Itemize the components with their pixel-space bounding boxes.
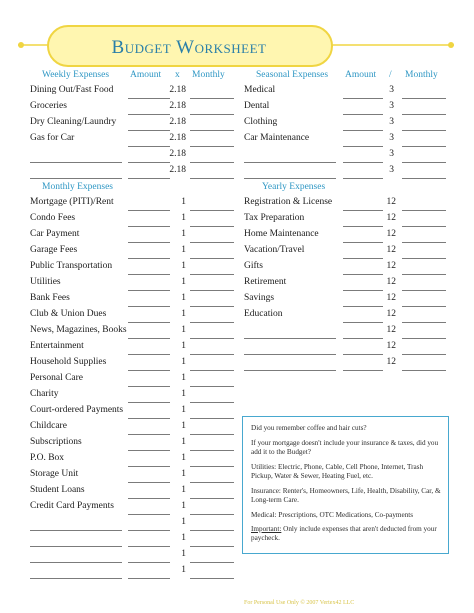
seasonal-row bbox=[244, 101, 448, 117]
monthly-row bbox=[30, 437, 240, 453]
monthly-label: Storage Unit bbox=[30, 469, 79, 479]
monthly-monthly-field[interactable] bbox=[190, 197, 234, 211]
yearly-label: Gifts bbox=[244, 261, 263, 271]
monthly-monthly-field[interactable] bbox=[190, 437, 234, 451]
weekly-name-field[interactable] bbox=[30, 149, 122, 163]
seasonal-op-header: / bbox=[389, 70, 392, 80]
weekly-name-field[interactable] bbox=[30, 165, 122, 179]
weekly-monthly-field[interactable] bbox=[190, 133, 234, 147]
seasonal-monthly-field[interactable] bbox=[402, 133, 446, 147]
monthly-row bbox=[30, 469, 240, 485]
monthly-monthly-field[interactable] bbox=[190, 245, 234, 259]
yearly-monthly-field[interactable] bbox=[402, 325, 446, 339]
monthly-label: Bank Fees bbox=[30, 293, 70, 303]
monthly-row bbox=[30, 517, 240, 533]
weekly-row bbox=[30, 117, 230, 133]
yearly-multiplier: 12 bbox=[386, 293, 396, 303]
yearly-multiplier: 12 bbox=[386, 277, 396, 287]
monthly-multiplier: 1 bbox=[181, 277, 186, 287]
seasonal-row bbox=[244, 165, 448, 181]
yearly-row bbox=[244, 309, 448, 325]
monthly-label: Childcare bbox=[30, 421, 67, 431]
yearly-row bbox=[244, 357, 448, 373]
monthly-monthly-field[interactable] bbox=[190, 485, 234, 499]
weekly-monthly-field[interactable] bbox=[190, 149, 234, 163]
monthly-row bbox=[30, 549, 240, 565]
monthly-monthly-field[interactable] bbox=[190, 357, 234, 371]
monthly-label: Charity bbox=[30, 389, 59, 399]
yearly-monthly-field[interactable] bbox=[402, 229, 446, 243]
monthly-row bbox=[30, 245, 240, 261]
monthly-monthly-field[interactable] bbox=[190, 325, 234, 339]
monthly-label: Car Payment bbox=[30, 229, 80, 239]
seasonal-row bbox=[244, 117, 448, 133]
monthly-row bbox=[30, 261, 240, 277]
seasonal-monthly-field[interactable] bbox=[402, 149, 446, 163]
yearly-multiplier: 12 bbox=[386, 245, 396, 255]
monthly-header: Monthly Expenses bbox=[42, 182, 113, 192]
monthly-monthly-field[interactable] bbox=[190, 229, 234, 243]
monthly-monthly-field[interactable] bbox=[190, 517, 234, 531]
seasonal-multiplier: 3 bbox=[389, 117, 394, 127]
yearly-label: Tax Preparation bbox=[244, 213, 305, 223]
seasonal-header: Seasonal Expenses bbox=[256, 70, 329, 80]
monthly-label: Personal Care bbox=[30, 373, 84, 383]
weekly-amount-header: Amount bbox=[130, 70, 162, 80]
yearly-label: Registration & License bbox=[244, 197, 333, 207]
weekly-monthly-field[interactable] bbox=[190, 85, 234, 99]
yearly-monthly-field[interactable] bbox=[402, 277, 446, 291]
monthly-multiplier: 1 bbox=[181, 565, 186, 575]
seasonal-monthly-field[interactable] bbox=[402, 165, 446, 179]
weekly-monthly-field[interactable] bbox=[190, 165, 234, 179]
important-text: Only include expenses that aren't deducted from your paycheck. bbox=[251, 525, 437, 542]
tip-mortgage: If your mortgage doesn't include your insurance & taxes, did you add it to the Budget? bbox=[251, 439, 439, 456]
monthly-multiplier: 1 bbox=[181, 421, 186, 431]
monthly-multiplier: 1 bbox=[181, 437, 186, 447]
monthly-multiplier: 1 bbox=[181, 501, 186, 511]
monthly-multiplier: 1 bbox=[181, 453, 186, 463]
monthly-row bbox=[30, 309, 240, 325]
weekly-label: Gas for Car bbox=[30, 133, 75, 143]
monthly-multiplier: 1 bbox=[181, 261, 186, 271]
monthly-row bbox=[30, 501, 240, 517]
seasonal-multiplier: 3 bbox=[389, 133, 394, 143]
monthly-multiplier: 1 bbox=[181, 229, 186, 239]
weekly-multiplier: 2.18 bbox=[169, 165, 186, 175]
yearly-row bbox=[244, 341, 448, 357]
monthly-multiplier: 1 bbox=[181, 469, 186, 479]
yearly-name-field[interactable] bbox=[244, 357, 336, 371]
tips-box bbox=[242, 416, 449, 554]
monthly-monthly-field[interactable] bbox=[190, 293, 234, 307]
monthly-monthly-field[interactable] bbox=[190, 277, 234, 291]
seasonal-label: Clothing bbox=[244, 117, 278, 127]
monthly-row bbox=[30, 229, 240, 245]
seasonal-row bbox=[244, 133, 448, 149]
monthly-label: Court-ordered Payments bbox=[30, 405, 124, 415]
weekly-monthly-field[interactable] bbox=[190, 101, 234, 115]
monthly-monthly-field[interactable] bbox=[190, 453, 234, 467]
tip-utilities: Utilities: Electric, Phone, Cable, Cell Phone, Internet, Trash Pickup, Water & Sewer, Heating Fuel, etc. bbox=[251, 463, 424, 480]
monthly-monthly-field[interactable] bbox=[190, 309, 234, 323]
yearly-row bbox=[244, 229, 448, 245]
yearly-monthly-field[interactable] bbox=[402, 213, 446, 227]
monthly-monthly-field[interactable] bbox=[190, 389, 234, 403]
weekly-label: Groceries bbox=[30, 101, 67, 111]
monthly-row bbox=[30, 565, 240, 581]
monthly-label: Utilities bbox=[30, 277, 61, 287]
monthly-multiplier: 1 bbox=[181, 389, 186, 399]
monthly-monthly-field[interactable] bbox=[190, 373, 234, 387]
yearly-multiplier: 12 bbox=[386, 261, 396, 271]
seasonal-monthly-field[interactable] bbox=[402, 85, 446, 99]
seasonal-multiplier: 3 bbox=[389, 101, 394, 111]
monthly-multiplier: 1 bbox=[181, 213, 186, 223]
yearly-multiplier: 12 bbox=[386, 213, 396, 223]
monthly-multiplier: 1 bbox=[181, 357, 186, 367]
monthly-row bbox=[30, 357, 240, 373]
yearly-monthly-field[interactable] bbox=[402, 245, 446, 259]
seasonal-name-field[interactable] bbox=[244, 149, 336, 163]
monthly-row bbox=[30, 389, 240, 405]
monthly-row bbox=[30, 485, 240, 501]
yearly-row bbox=[244, 277, 448, 293]
monthly-label: Mortgage (PITI)/Rent bbox=[30, 197, 114, 207]
tip-important bbox=[251, 525, 445, 542]
monthly-label: Household Supplies bbox=[30, 357, 107, 367]
seasonal-multiplier: 3 bbox=[389, 165, 394, 175]
weekly-label: Dry Cleaning/Laundry bbox=[30, 117, 117, 127]
weekly-row bbox=[30, 85, 230, 101]
yearly-monthly-field[interactable] bbox=[402, 261, 446, 275]
monthly-row bbox=[30, 277, 240, 293]
weekly-row bbox=[30, 101, 230, 117]
monthly-label: Entertainment bbox=[30, 341, 84, 351]
yearly-multiplier: 12 bbox=[386, 197, 396, 207]
yearly-monthly-field[interactable] bbox=[402, 293, 446, 307]
seasonal-multiplier: 3 bbox=[389, 149, 394, 159]
monthly-monthly-field[interactable] bbox=[190, 469, 234, 483]
seasonal-monthly-header: Monthly bbox=[405, 70, 438, 80]
footer-copyright: For Personal Use Only © 2007 Vertex42 LLC bbox=[244, 600, 355, 606]
monthly-multiplier: 1 bbox=[181, 245, 186, 255]
monthly-multiplier: 1 bbox=[181, 405, 186, 415]
seasonal-amount-header: Amount bbox=[345, 70, 377, 80]
weekly-multiplier: 2.18 bbox=[169, 85, 186, 95]
seasonal-monthly-field[interactable] bbox=[402, 101, 446, 115]
seasonal-label: Medical bbox=[244, 85, 276, 95]
seasonal-label: Car Maintenance bbox=[244, 133, 310, 143]
yearly-monthly-field[interactable] bbox=[402, 341, 446, 355]
seasonal-row bbox=[244, 149, 448, 165]
yearly-label: Home Maintenance bbox=[244, 229, 319, 239]
yearly-label: Education bbox=[244, 309, 283, 319]
monthly-name-field[interactable] bbox=[30, 517, 122, 531]
monthly-multiplier: 1 bbox=[181, 485, 186, 495]
monthly-label: Club & Union Dues bbox=[30, 309, 107, 319]
monthly-monthly-field[interactable] bbox=[190, 533, 234, 547]
yearly-multiplier: 12 bbox=[386, 341, 396, 351]
seasonal-label: Dental bbox=[244, 101, 270, 111]
monthly-monthly-field[interactable] bbox=[190, 213, 234, 227]
yearly-name-field[interactable] bbox=[244, 341, 336, 355]
yearly-multiplier: 12 bbox=[386, 325, 396, 335]
weekly-row bbox=[30, 165, 230, 181]
monthly-row bbox=[30, 373, 240, 389]
weekly-multiplier: 2.18 bbox=[169, 117, 186, 127]
monthly-multiplier: 1 bbox=[181, 517, 186, 527]
monthly-multiplier: 1 bbox=[181, 341, 186, 351]
yearly-row bbox=[244, 293, 448, 309]
monthly-multiplier: 1 bbox=[181, 325, 186, 335]
tip-coffee: Did you remember coffee and hair cuts? bbox=[251, 424, 367, 432]
seasonal-row bbox=[244, 85, 448, 101]
monthly-monthly-field[interactable] bbox=[190, 421, 234, 435]
monthly-monthly-field[interactable] bbox=[190, 405, 234, 419]
monthly-multiplier: 1 bbox=[181, 309, 186, 319]
monthly-multiplier: 1 bbox=[181, 533, 186, 543]
monthly-row bbox=[30, 341, 240, 357]
monthly-row bbox=[30, 453, 240, 469]
monthly-multiplier: 1 bbox=[181, 549, 186, 559]
monthly-row bbox=[30, 197, 240, 213]
monthly-row bbox=[30, 293, 240, 309]
yearly-monthly-field[interactable] bbox=[402, 309, 446, 323]
weekly-op-header: x bbox=[175, 70, 180, 80]
monthly-label: Public Transportation bbox=[30, 261, 113, 271]
weekly-label: Dining Out/Fast Food bbox=[30, 85, 114, 95]
monthly-monthly-field[interactable] bbox=[190, 341, 234, 355]
monthly-row bbox=[30, 325, 240, 341]
monthly-monthly-field[interactable] bbox=[190, 501, 234, 515]
monthly-row bbox=[30, 421, 240, 437]
weekly-multiplier: 2.18 bbox=[169, 101, 186, 111]
yearly-row bbox=[244, 245, 448, 261]
yearly-monthly-field[interactable] bbox=[402, 197, 446, 211]
weekly-multiplier: 2.18 bbox=[169, 133, 186, 143]
yearly-label: Retirement bbox=[244, 277, 287, 287]
monthly-row bbox=[30, 533, 240, 549]
monthly-name-field[interactable] bbox=[30, 533, 122, 547]
yearly-row bbox=[244, 261, 448, 277]
monthly-multiplier: 1 bbox=[181, 293, 186, 303]
monthly-label: Credit Card Payments bbox=[30, 501, 114, 511]
weekly-monthly-field[interactable] bbox=[190, 117, 234, 131]
yearly-multiplier: 12 bbox=[386, 357, 396, 367]
monthly-name-field[interactable] bbox=[30, 565, 122, 579]
monthly-monthly-field[interactable] bbox=[190, 261, 234, 275]
monthly-label: Condo Fees bbox=[30, 213, 76, 223]
monthly-name-field[interactable] bbox=[30, 549, 122, 563]
tip-medical: Medical: Prescriptions, OTC Medications, Co-payments bbox=[251, 511, 414, 519]
yearly-header: Yearly Expenses bbox=[262, 182, 326, 192]
weekly-header: Weekly Expenses bbox=[42, 70, 110, 80]
tip-insurance: Insurance: Renter's, Homeowners, Life, Health, Disability, Car, & Long-term Care. bbox=[251, 487, 441, 504]
monthly-monthly-field[interactable] bbox=[190, 549, 234, 563]
monthly-label: Garage Fees bbox=[30, 245, 78, 255]
monthly-row bbox=[30, 405, 240, 421]
monthly-label: Subscriptions bbox=[30, 437, 82, 447]
yearly-multiplier: 12 bbox=[386, 229, 396, 239]
yearly-monthly-field[interactable] bbox=[402, 357, 446, 371]
yearly-row bbox=[244, 197, 448, 213]
seasonal-multiplier: 3 bbox=[389, 85, 394, 95]
monthly-label: P.O. Box bbox=[30, 453, 65, 463]
yearly-multiplier: 12 bbox=[386, 309, 396, 319]
yearly-label: Savings bbox=[244, 293, 275, 303]
weekly-row bbox=[30, 133, 230, 149]
yearly-label: Vacation/Travel bbox=[244, 245, 305, 255]
monthly-monthly-field[interactable] bbox=[190, 565, 234, 579]
yearly-row bbox=[244, 213, 448, 229]
monthly-multiplier: 1 bbox=[181, 373, 186, 383]
monthly-label: News, Magazines, Books bbox=[30, 325, 127, 335]
monthly-label: Student Loans bbox=[30, 485, 85, 495]
monthly-multiplier: 1 bbox=[181, 197, 186, 207]
important-label: Important: bbox=[251, 525, 282, 533]
monthly-row bbox=[30, 213, 240, 229]
yearly-name-field[interactable] bbox=[244, 325, 336, 339]
seasonal-monthly-field[interactable] bbox=[402, 117, 446, 131]
seasonal-name-field[interactable] bbox=[244, 165, 336, 179]
page-title: Budget Worksheet bbox=[111, 37, 267, 58]
weekly-row bbox=[30, 149, 230, 165]
yearly-row bbox=[244, 325, 448, 341]
weekly-multiplier: 2.18 bbox=[169, 149, 186, 159]
weekly-monthly-header: Monthly bbox=[192, 70, 225, 80]
